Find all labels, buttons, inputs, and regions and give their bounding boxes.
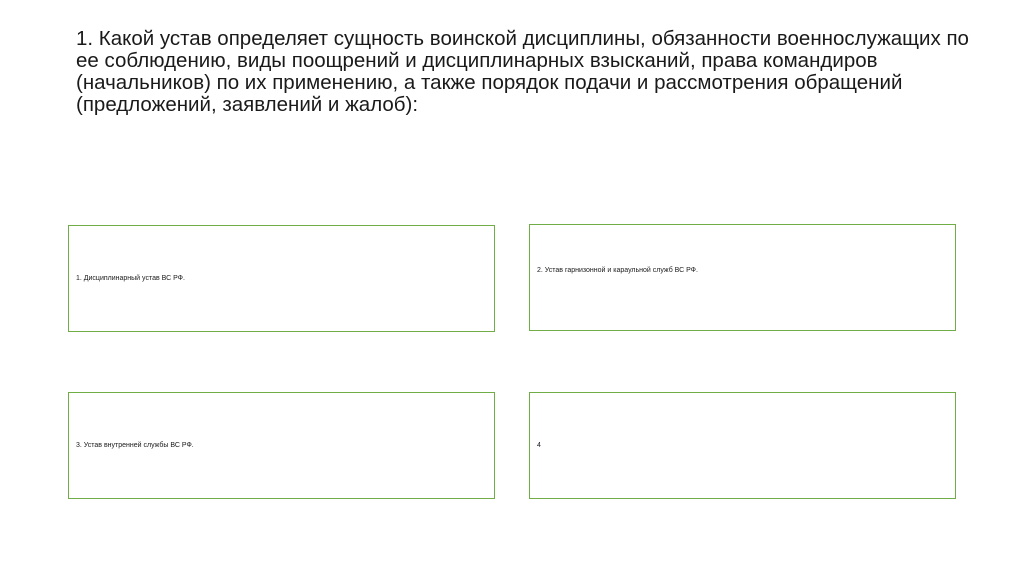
answer-option-4[interactable] (529, 392, 956, 499)
answer-option-2[interactable] (529, 224, 956, 331)
answer-option-3[interactable] (68, 392, 495, 499)
answer-option-1-label: 1. Дисциплинарный устав ВС РФ. (76, 275, 185, 282)
question-text: 1. Какой устав определяет сущность воинской дисциплины, обязанности военнослужащих по ее соблюдению, виды поощрений и дисциплинарных взысканий, права командиров (начальников) по их применению, а также порядок подачи и рассмотрения обращений (предложений, заявлений и жалоб): (76, 27, 969, 116)
answer-option-1[interactable] (68, 225, 495, 332)
answer-option-4-label: 4 (537, 442, 541, 449)
answer-option-3-label: 3. Устав внутренней службы ВС РФ. (76, 442, 194, 449)
answer-option-2-label: 2. Устав гарнизонной и караульной служб ВС РФ. (537, 267, 698, 274)
